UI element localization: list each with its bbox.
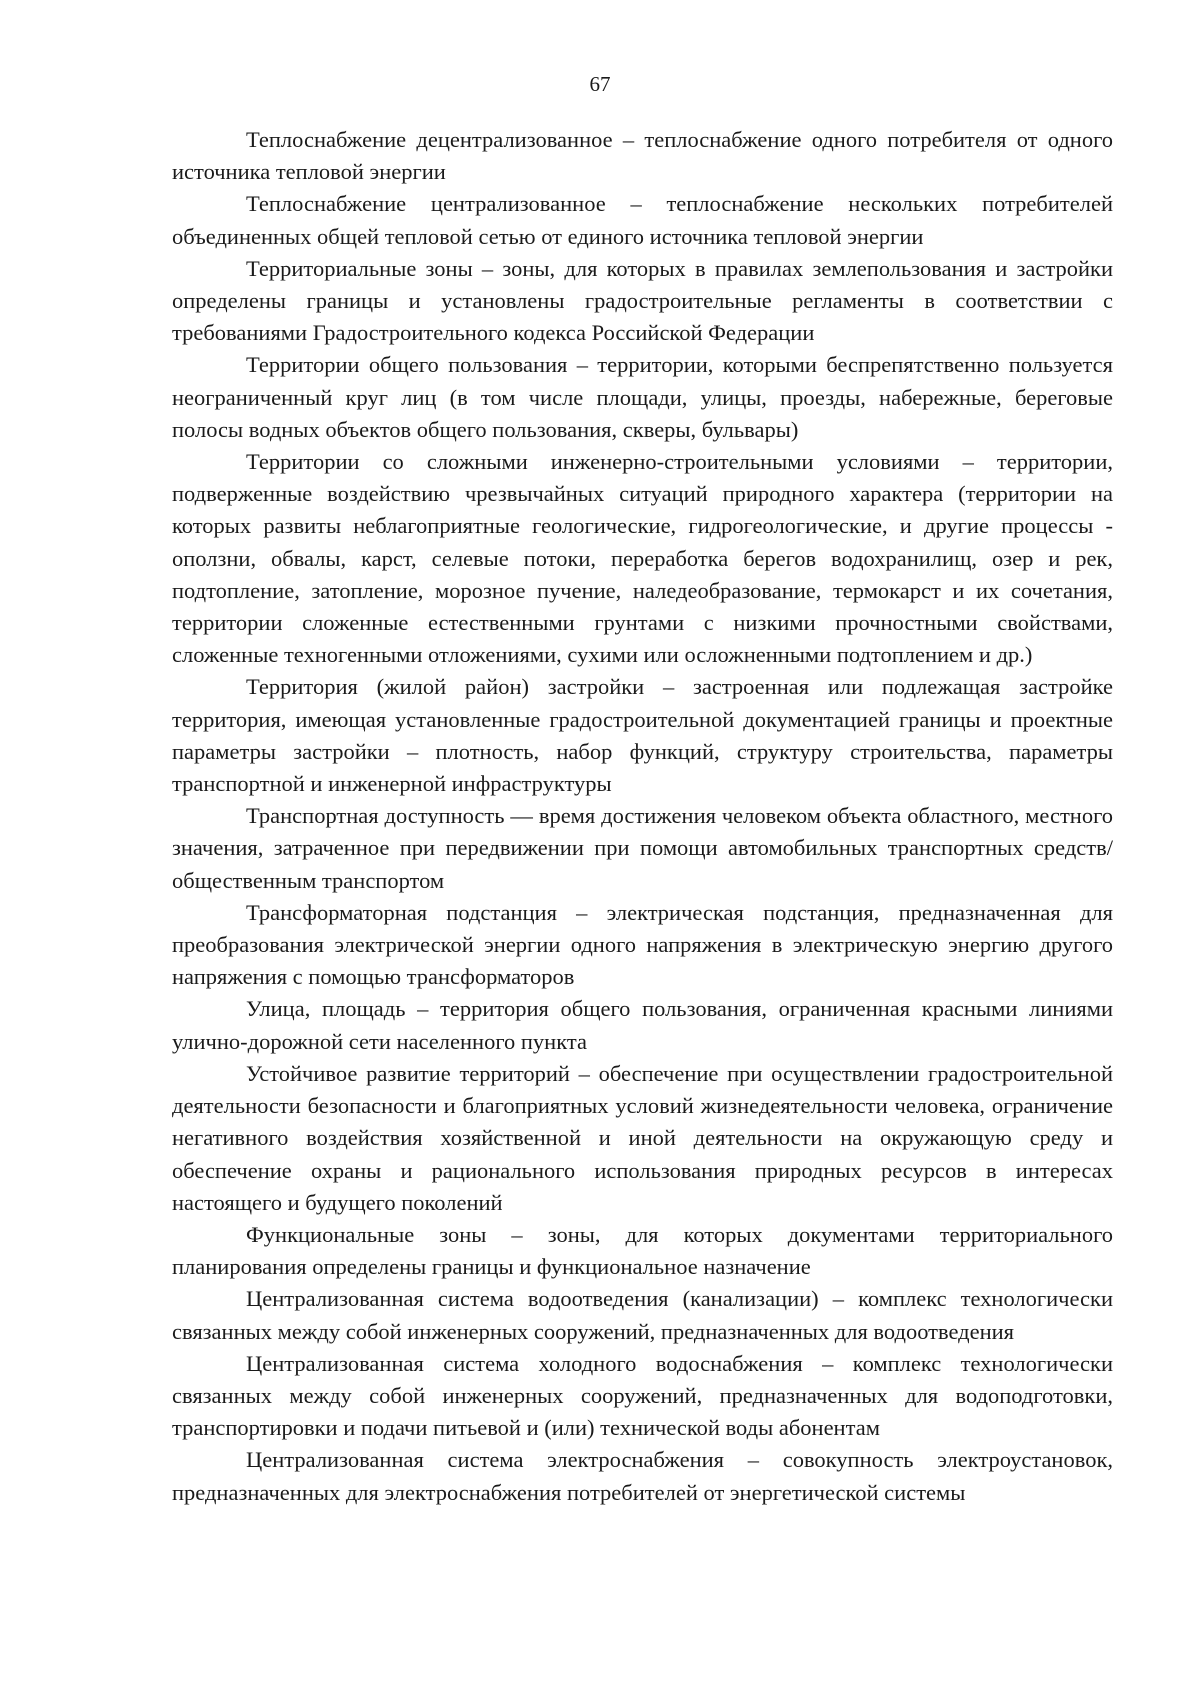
definition-paragraph: Улица, площадь – территория общего пользования, ограниченная красными линиями улично-дорожной сети населенного пункта: [172, 996, 1113, 1054]
definition-paragraph: Теплоснабжение централизованное – теплоснабжение нескольких потребителей объединенных общей тепловой сетью от единого источника тепловой энергии: [172, 191, 1113, 249]
definition-paragraph: Территория (жилой район) застройки – застроенная или подлежащая застройке территория, имеющая установленные градостроительной документацией границы и проектные параметры застройки – плотность, набор функций, структуру строительства, параметры транспортной и инженерной инфраструктуры: [172, 674, 1113, 797]
definition-paragraph: Территории общего пользования – территории, которыми беспрепятственно пользуется неограниченный круг лиц (в том числе площади, улицы, проезды, набережные, береговые полосы водных объектов общего пользования, скверы, бульвары): [172, 352, 1113, 442]
definition-paragraph: Транспортная доступность — время достижения человеком объекта областного, местного значения, затраченное при передвижении при помощи автомобильных транспортных средств/общественным транспортом: [172, 803, 1113, 893]
definition-paragraph: Территории со сложными инженерно-строительными условиями – территории, подверженные воздействию чрезвычайных ситуаций природного характера (территории на которых развиты неблагоприятные геологические, гидрогеологические, и другие процессы - оползни, обвалы, карст, селевые потоки, переработка берегов водохранилищ, озер и рек, подтопление, затопление, морозное пучение, наледеобразование, термокарст и их сочетания, территории сложенные естественными грунтами с низкими прочностными свойствами, сложенные техногенными отложениями, сухими или осложненными подтоплением и др.): [172, 449, 1113, 668]
definition-paragraph: Трансформаторная подстанция – электрическая подстанция, предназначенная для преобразования электрической энергии одного напряжения в электрическую энергию другого напряжения с помощью трансформаторов: [172, 899, 1113, 990]
definition-paragraph: Устойчивое развитие территорий – обеспечение при осуществлении градостроительной деятельности безопасности и благоприятных условий жизнедеятельности человека, ограничение негативного воздействия хозяйственной и иной деятельности на окружающую среду и обеспечение охраны и рационального использования природных ресурсов в интересах настоящего и будущего поколений: [172, 1060, 1113, 1215]
definition-paragraph: Функциональные зоны – зоны, для которых документами территориального планирования определены границы и функциональное назначение: [172, 1221, 1113, 1280]
definition-paragraph: Централизованная система водоотведения (канализации) – комплекс технологически связанных между собой инженерных сооружений, предназначенных для водоотведения: [172, 1286, 1113, 1344]
definition-paragraph: Теплоснабжение децентрализованное – теплоснабжение одного потребителя от одного источника тепловой энергии: [172, 127, 1113, 185]
definition-paragraph: Территориальные зоны – зоны, для которых в правилах землепользования и застройки определены границы и установлены градостроительные регламенты в соответствии с требованиями Градостроительного кодекса Российской Федерации: [172, 255, 1113, 346]
page-number: 67: [589, 72, 611, 96]
definition-paragraph: Централизованная система холодного водоснабжения – комплекс технологически связанных между собой инженерных сооружений, предназначенных для водоподготовки, транспортировки и подачи питьевой и (или) технической воды абонентам: [172, 1350, 1113, 1441]
definition-paragraph: Централизованная система электроснабжения – совокупность электроустановок, предназначенных для электроснабжения потребителей от энергетической системы: [172, 1447, 1113, 1505]
document-body: [172, 124, 1113, 1509]
